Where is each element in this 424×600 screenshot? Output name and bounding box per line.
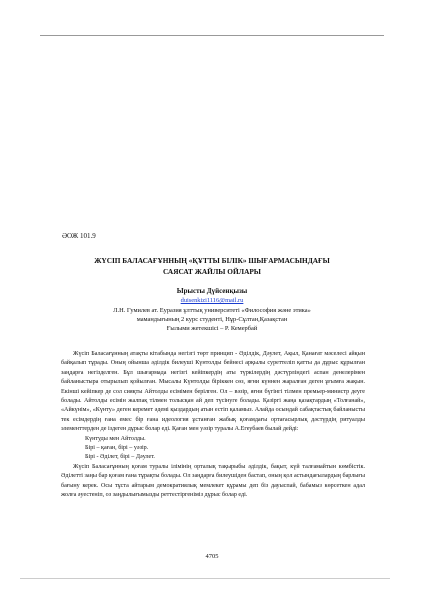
title-line-2: САЯСАТ ЖАЙЛЫ ОЙЛАРЫ [163, 267, 261, 276]
author-affiliation-1: Л.Н. Гумилев ат. Еуразия ұлттық университеті «Философия және этика» [113, 306, 311, 314]
body-paragraph-1: Жүсіп Баласағұнның атақты кітабында негізгі төрт принцип - Әділдік, Дәулет, Ақыл, Қанағат мәселесі айқын байқалып тұрады. Оның ойынша әділдік билеушi Күнтолды бейнесі арқылы суреттелiп қатты да дұрыс құрылған заңдарға негізделген. Бұл шығармада негізгі кейіпкердің аты түркілердің дәстүрлiндегі аспан денелерімен байланыстыра отырылып қойылған. Мысалы Күнтолды біріккен сөз, яғни күннен жаралған деген ұғымға жақын. Екінші кейіпкер де сол сияқты Айтолды есімімен берілген. Ол – вәзір, яғни бүгінгі тілмен премьер-министр деуге болады. Айтолды есімін жалпақ тілмен толысқан ай деп түсінуге болады. Қазіргі жаңа қазақтардың «Толғанай», «Айкүнім», «Күнту» деген керемет әдемі қыздардың атын естіп қаламыз. Алайда осындай сабақтастық байланысты тек есімдердің ғана емес бір ғана идеология ұстанған жабық қоғамдағы ортағасырлық дәстүрдің ритуалды элементтерден де іздеген дұрыс болар еді. Қаған мен уәзір туралы А.Егеубаев былай дейді: [61, 351, 365, 433]
article-title [55, 255, 369, 277]
author-name: Ырысты Дүйсенқызы [176, 287, 248, 295]
scientific-advisor: Ғылыми жетекшісі – Р. Кемербай [166, 325, 258, 333]
verse-line-1: Күнтуды мен Айтолды. [85, 435, 146, 442]
udc-code: ӘОЖ 101.9 [62, 232, 96, 240]
verse-line-3: Бірі - Әділет, бірі – Дәулет. [85, 454, 155, 461]
verse-line-2: Бірі – қаған, бірі – уәзір. [85, 445, 149, 452]
body-paragraph-2: Жүсіп Баласағұнның қоғам туралы ілімінің орталық тақырыбы әділдік, бақыт, күй талғамайтын көмбістік. Әділетті заңы бар қоғам ғана тұрақты болады. Ол заңдарға билеушіден бастап, оның қол астындағылардың барлығы бағыну керек. Осы тұста айтарым демократиялық мемлекет құрамы деп біз дауыспай, бабамыз көрсеткен адал жолға әуестенiп, оз заңдылығымызды реттестіргеніміз дұрыс болар еді. [61, 463, 365, 499]
author-email-link[interactable]: duisenkizi1116@mail.ru [180, 297, 244, 305]
page-number: 4705 [205, 553, 219, 560]
author-affiliation-2: мамандығының 2 курс студенті, Нұр-Сұлтан,Қазақстан [136, 315, 288, 323]
author-block [40, 287, 384, 333]
header-divider [40, 35, 384, 36]
article-body [61, 350, 365, 501]
title-line-1: ЖҮСІП БАЛАСАҒҰННЫҢ «ҚҰТТЫ БІЛІК» ШЫҒАРМАСЫНДАҒЫ [94, 256, 330, 265]
page-bottom-edge [20, 578, 390, 579]
